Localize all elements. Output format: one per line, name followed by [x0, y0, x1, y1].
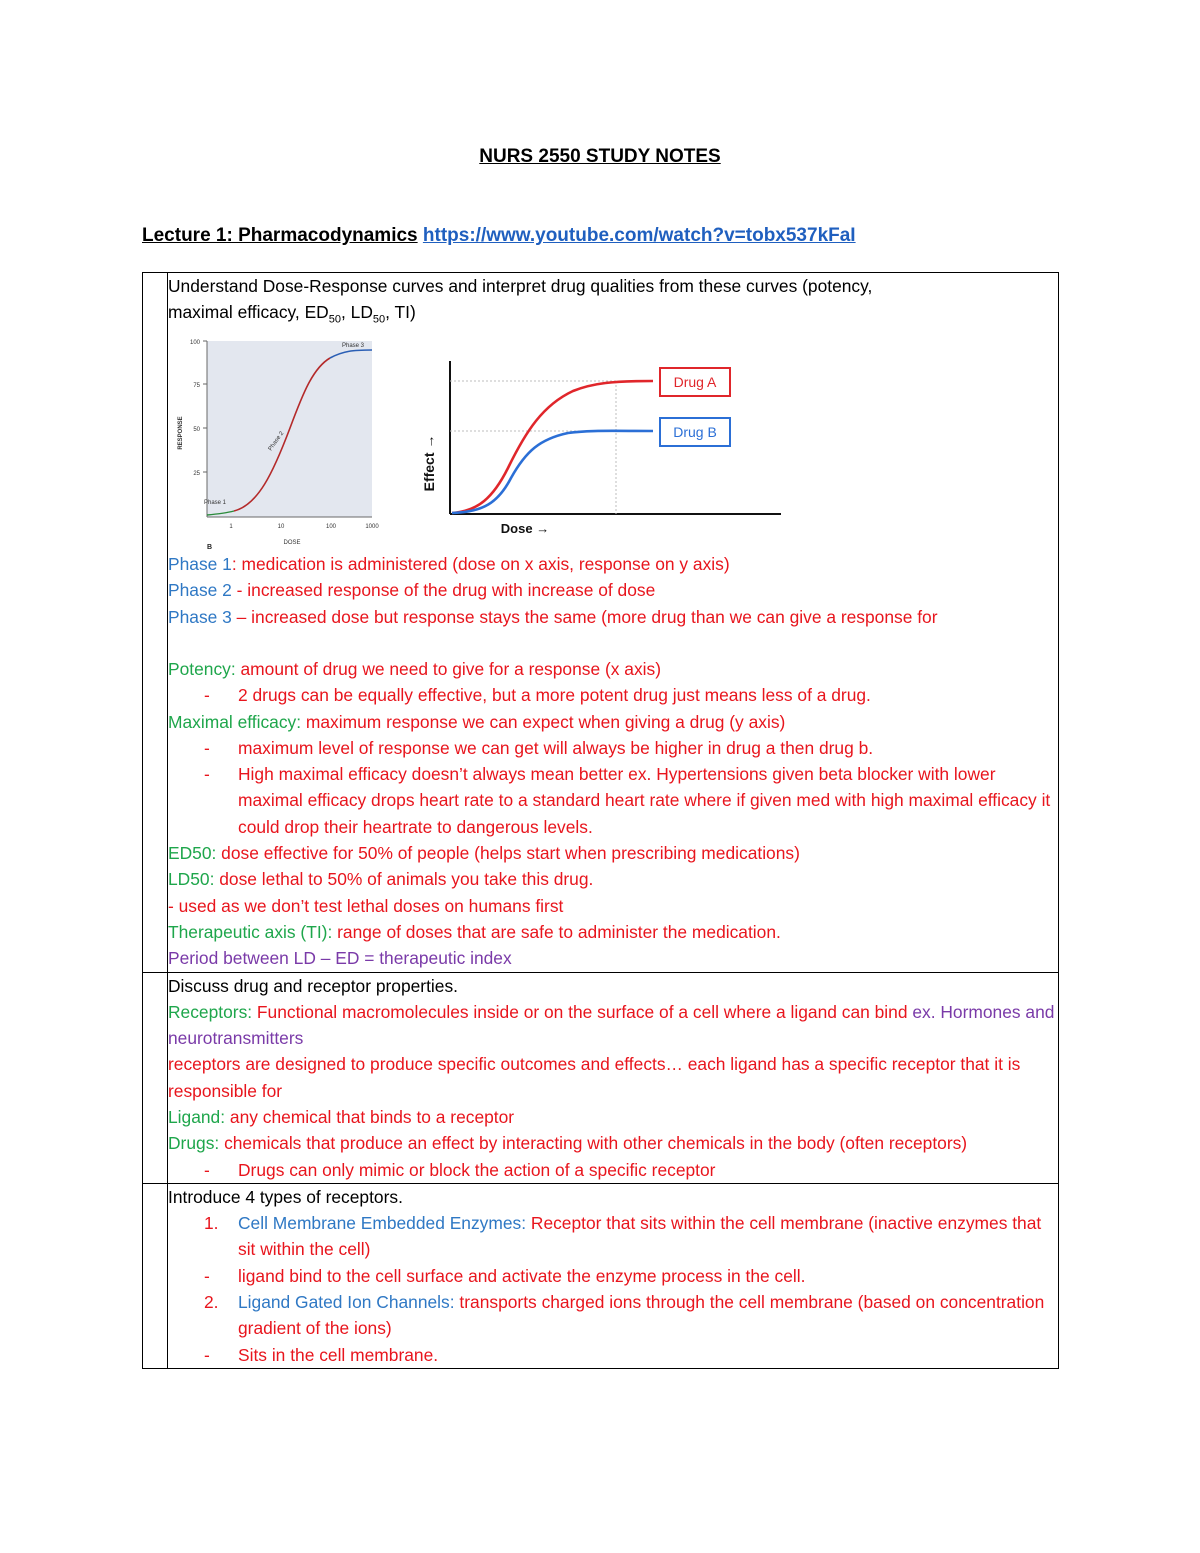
section-heading: Discuss drug and receptor properties.: [168, 975, 458, 996]
phase2-note: Phase 2 - increased response of the drug with increase of dose: [168, 580, 656, 601]
drug-a-curve: [452, 381, 653, 513]
list-item: - High maximal efficacy doesn’t always mean better ex. Hypertensions given beta blocker with lower maximal efficacy drops heart rate to a standard heart rate where if given med with high maximal efficacy it could drop their heartrate to dangerous levels.: [204, 764, 1051, 837]
phase1-label: Phase 1: [204, 500, 227, 507]
ld50-definition: LD50: dose lethal to 50% of animals you take this drug.: [168, 869, 594, 890]
xtick-label: 10: [277, 524, 285, 531]
ytick-label: 75: [193, 383, 200, 390]
list-item: - ligand bind to the cell surface and activate the enzyme process in the cell.: [204, 1265, 806, 1286]
row-marker-cell: [143, 273, 168, 973]
list-item: - Sits in the cell membrane.: [204, 1344, 439, 1365]
table-row: [143, 1183, 1059, 1368]
phase1-note: Phase 1: medication is administered (dose on x axis, response on y axis): [168, 554, 730, 575]
table-row: [143, 273, 1059, 973]
y-axis-label: RESPONSE: [178, 416, 184, 450]
receptors-design-note: receptors are designed to produce specific outcomes and effects… each ligand has a specific receptor that it is responsible for: [168, 1054, 1021, 1101]
list-item: 2. Ligand Gated Ion Channels: transports charged ions through the cell membrane (based on concentration gradient of the ions): [204, 1292, 1045, 1339]
section-heading-cont: maximal efficacy, $ED_{50}$, $LD_{50}$, TI): [168, 302, 416, 326]
panel-letter: B: [207, 544, 213, 552]
ytick-label: 100: [189, 340, 200, 347]
potency-definition: Potency: amount of drug we need to give for a response (x axis): [168, 658, 662, 679]
drug-a-legend-label: Drug A: [673, 374, 717, 391]
section-dose-response: [168, 273, 1059, 973]
document-title: NURS 2550 STUDY NOTES: [479, 146, 721, 167]
therapeutic-index-period: Period between LD – ED = therapeutic index: [168, 948, 512, 969]
drug-b-curve: [452, 431, 653, 513]
phase3-note: Phase 3 – increased dose but response stays the same (more drug than we can give a response for: [168, 606, 938, 627]
drugs-definition: Drugs: chemicals that produce an effect by interacting with other chemicals in the body (often receptors): [168, 1133, 968, 1154]
list-item: 1. Cell Membrane Embedded Enzymes: Receptor that sits within the cell membrane (inactive enzymes that sit within the cell): [204, 1213, 1042, 1260]
maximal-efficacy-definition: Maximal efficacy: maximum response we can expect when giving a drug (y axis): [168, 711, 786, 732]
section-receptor-properties: [168, 972, 1059, 1183]
notes-table: [142, 272, 1059, 1369]
list-item: - Drugs can only mimic or block the action of a specific receptor: [204, 1159, 716, 1180]
lecture-label: Lecture 1: Pharmacodynamics: [142, 225, 418, 246]
lecture-video-link[interactable]: https://www.youtube.com/watch?v=tobx537kFaI: [422, 225, 856, 246]
ligand-definition: Ligand: any chemical that binds to a receptor: [168, 1107, 515, 1127]
ytick-label: 25: [193, 471, 200, 478]
phase2-label: Phase 2: [267, 430, 286, 453]
list-item: - maximum level of response we can get will always be higher in drug a then drug b.: [204, 737, 874, 758]
list-item: - 2 drugs can be equally effective, but a more potent drug just means less of a drug.: [204, 685, 871, 706]
xtick-label: 1000: [365, 524, 379, 531]
y-axis-label: Effect →: [421, 434, 437, 492]
row-marker-cell: [143, 1183, 168, 1368]
ld50-note: - used as we don’t test lethal doses on humans first: [168, 895, 564, 916]
table-row: [143, 972, 1059, 1183]
therapeutic-index-definition: Therapeutic axis (TI): range of doses that are safe to administer the medication.: [168, 921, 781, 942]
ytick-label: 50: [193, 427, 200, 434]
section-receptor-types: [168, 1183, 1059, 1368]
drug-a-vs-drug-b-chart: [408, 333, 788, 551]
xtick-label: 100: [325, 524, 337, 531]
dose-response-figures: [168, 333, 1058, 551]
drug-b-legend-label: Drug B: [673, 424, 717, 441]
xtick-label: 1: [229, 524, 233, 531]
dose-response-phase-chart: [168, 333, 398, 551]
x-axis-label: DOSE: [283, 540, 301, 547]
x-axis-label: Dose →: [500, 521, 550, 537]
row-marker-cell: [143, 972, 168, 1183]
ed50-definition: ED50: dose effective for 50% of people (helps start when prescribing medications): [168, 843, 800, 864]
section-heading: Understand Dose-Response curves and interpret drug qualities from these curves (potency,: [168, 276, 873, 296]
y-ticks: [203, 341, 207, 472]
phase3-label: Phase 3: [342, 343, 365, 350]
section-heading: Introduce 4 types of receptors.: [168, 1186, 403, 1207]
receptors-definition: Receptors: Functional macromolecules inside or on the surface of a cell where a ligand can bind ex. Hormones and neurotransmitters: [168, 1001, 1055, 1049]
lecture-heading: [142, 225, 856, 247]
